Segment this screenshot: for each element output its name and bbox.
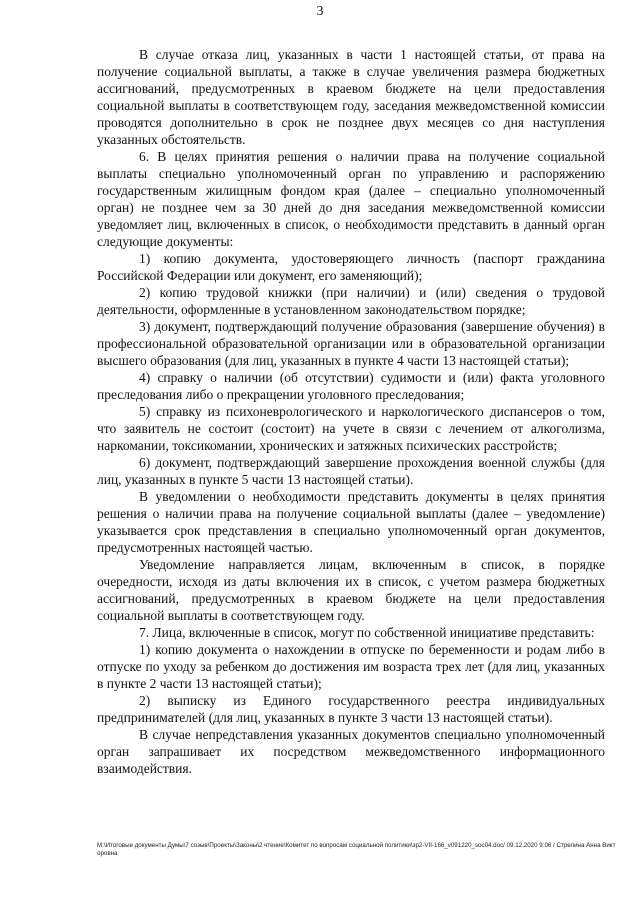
document-body xyxy=(97,46,605,777)
paragraph-item-6-military: 6) документ, подтверждающий завершение прохождения военной службы (для лиц, указанных в пункте 5 части 13 настоящей статьи). xyxy=(97,455,605,487)
page-number: 3 xyxy=(316,4,324,19)
paragraph-part-7: 7. Лица, включенные в список, могут по собственной инициативе представить: xyxy=(139,625,595,640)
paragraph-item-2-labor-book: 2) копию трудовой книжки (при наличии) и (или) сведения о трудовой деятельности, оформленные в установленном законодательством порядке; xyxy=(97,285,605,317)
paragraph-refusal-commission: В случае отказа лиц, указанных в части 1 настоящей статьи, от права на получение социальной выплаты, а также в случае увеличения размера бюджетных ассигнований, предусмотренных в краевом бюджете на цели предоставления социальной выплаты в соответствующем году, заседания межведомственной комиссии проводятся дополнительно в срок не позднее двух месяцев со дня наступления указанных обстоятельств. xyxy=(97,47,605,147)
file-path-footer: M:\Итоговые документы Думы\7 созыв\Проекты\Законы\2 чтение\Комитет по вопросам социальной политики\зр2-VII-166_v091220_soc04.doc/ 09.12.2020 9:06 / Стрелина Анна Викторовна xyxy=(97,842,616,857)
paragraph-item-5-dispensary: 5) справку из психоневрологического и наркологического диспансеров о том, что заявитель не состоит (состоит) на учете в связи с лечением от алкоголизма, наркомании, токсикомании, хронических и затяжных психических расстройств; xyxy=(97,404,605,453)
paragraph-item-4-criminal-record: 4) справку о наличии (об отсутствии) судимости и (или) факта уголовного преследования либо о прекращении уголовного преследования; xyxy=(97,370,605,402)
paragraph-interagency-request: В случае непредставления указанных документов специально уполномоченный орган запрашивает их посредством межведомственного информационного взаимодействия. xyxy=(97,727,605,776)
paragraph-notification-deadline: В уведомлении о необходимости представить документы в целях принятия решения о наличии права на получение социальной выплаты (далее – уведомление) указывается срок представления в специально уполномоченный орган документов, предусмотренных настоящей частью. xyxy=(97,489,605,555)
paragraph-item-3-education: 3) документ, подтверждающий получение образования (завершение обучения) в профессиональной образовательной организации или в образовательной организации высшего образования (для лиц, указанных в пункте 4 части 13 настоящей статьи); xyxy=(97,319,605,368)
paragraph-item-1-passport: 1) копию документа, удостоверяющего личность (паспорт гражданина Российской Федерации или документ, его заменяющий); xyxy=(97,251,605,283)
paragraph-part-6: 6. В целях принятия решения о наличии права на получение социальной выплаты специально уполномоченный орган по управлению и распоряжению государственным жилищным фондом края (далее – специально уполномоченный орган) не позднее чем за 30 дней до дня заседания межведомственной комиссии уведомляет лиц, включенных в список, о необходимости представить в данный орган следующие документы: xyxy=(97,149,605,249)
paragraph-part-7-item-1: 1) копию документа о нахождении в отпуске по беременности и родам либо в отпуске по уходу за ребенком до достижения им возраста трех лет (для лиц, указанных в пункте 2 части 13 настоящей статьи); xyxy=(97,642,605,691)
paragraph-part-7-item-2: 2) выписку из Единого государственного реестра индивидуальных предпринимателей (для лиц, указанных в пункте 3 части 13 настоящей статьи). xyxy=(97,693,605,725)
paragraph-notification-order: Уведомление направляется лицам, включенным в список, в порядке очередности, исходя из даты включения их в список, с учетом размера бюджетных ассигнований, предусмотренных в краевом бюджете на цели предоставления социальной выплаты в соответствующем году. xyxy=(97,557,605,623)
